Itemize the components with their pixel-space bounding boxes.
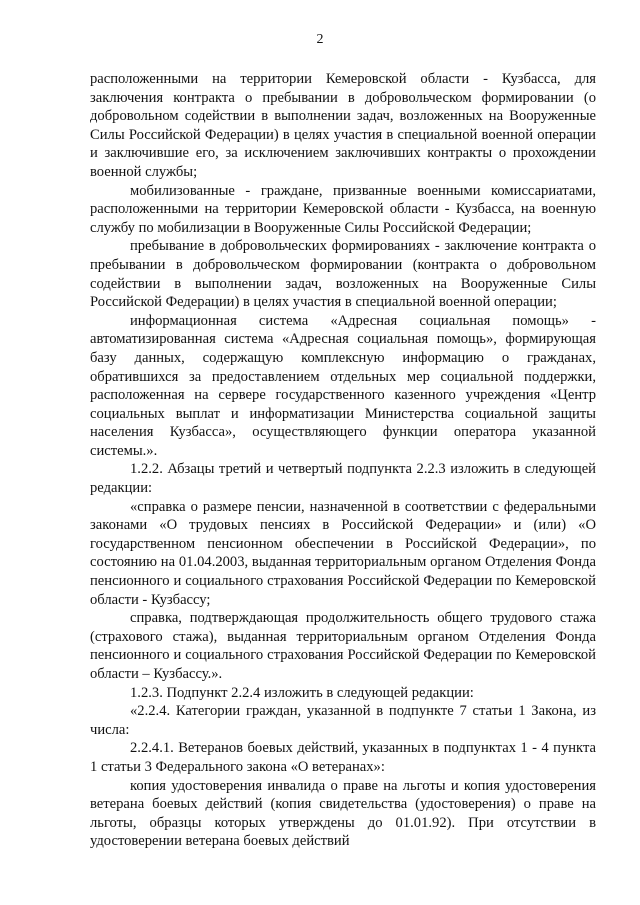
paragraph-1: расположенными на территории Кемеровской области - Кузбасса, для заключения контракта о пребывании в добровольческом формировании (о добровольном содействии в выполнении задач, возложенных на Вооруженные Силы Российской Федерации) в целях участия в специальной военной операции и заключившие его, за исключением заключивших контракты о прохождении военной службы; [90, 71, 596, 180]
paragraph-8: 1.2.3. Подпункт 2.2.4 изложить в следующей редакции: [130, 684, 474, 701]
paragraph-2: мобилизованные - граждане, призванные военными комиссариатами, расположенными на территории Кемеровской области - Кузбасса, на военную службу по мобилизации в Вооруженные Силы Российской Федерации; [90, 182, 596, 236]
paragraph-7: справка, подтверждающая продолжительность общего трудового стажа (страхового стажа), выданная территориальным органом Отделения Фонда пенсионного и социального страхования Российской Федерации по Кемеровской области – Кузбассу.». [90, 610, 596, 682]
paragraph-5: 1.2.2. Абзацы третий и четвертый подпункта 2.2.3 изложить в следующей редакции: [90, 461, 596, 497]
page-number: 2 [316, 32, 324, 47]
paragraph-3: пребывание в добровольческих формированиях - заключение контракта о пребывании в добровольческом формировании (контракта о добровольном содействии в выполнении задач, возложенных на Вооруженные Силы Российской Федерации) в целях участия в специальной военной операции; [90, 238, 596, 311]
paragraph-10: 2.2.4.1. Ветеранов боевых действий, указанных в подпунктах 1 - 4 пункта 1 статьи 3 Федерального закона «О ветеранах»: [90, 740, 596, 775]
paragraph-6: «справка о размере пенсии, назначенной в соответствии с федеральными законами «О трудовых пенсиях в Российской Федерации» и (или) «О государственном пенсионном обеспечении в Российской Федерации», по состоянию на 01.04.2003, выданная территориальным органом Отделения Фонда пенсионного и социального страхования Российской Федерации по Кемеровской области - Кузбассу; [90, 498, 596, 608]
paragraph-4: информационная система «Адресная социальная помощь» - автоматизированная система «Адресная социальная помощь», формирующая базу данных, содержащую комплексную информацию о гражданах, обратившихся за предоставлением отдельных мер социальной поддержки, расположенная на сервере государственного казенного учреждения «Центр социальных выплат и информатизации Министерства социальной защиты населения Кузбасса», осуществляющего функции оператора указанной системы.». [90, 312, 596, 459]
paragraph-11: копия удостоверения инвалида о праве на льготы и копия удостоверения ветерана боевых действий (копия свидетельства (удостоверения) о праве на льготы, образцы которых утверждены до 01.01.92). При отсутствии в удостоверении ветерана боевых действий [90, 777, 596, 850]
document-body [90, 70, 596, 851]
paragraph-9: «2.2.4. Категории граждан, указанной в подпункте 7 статьи 1 Закона, из числа: [90, 703, 596, 738]
